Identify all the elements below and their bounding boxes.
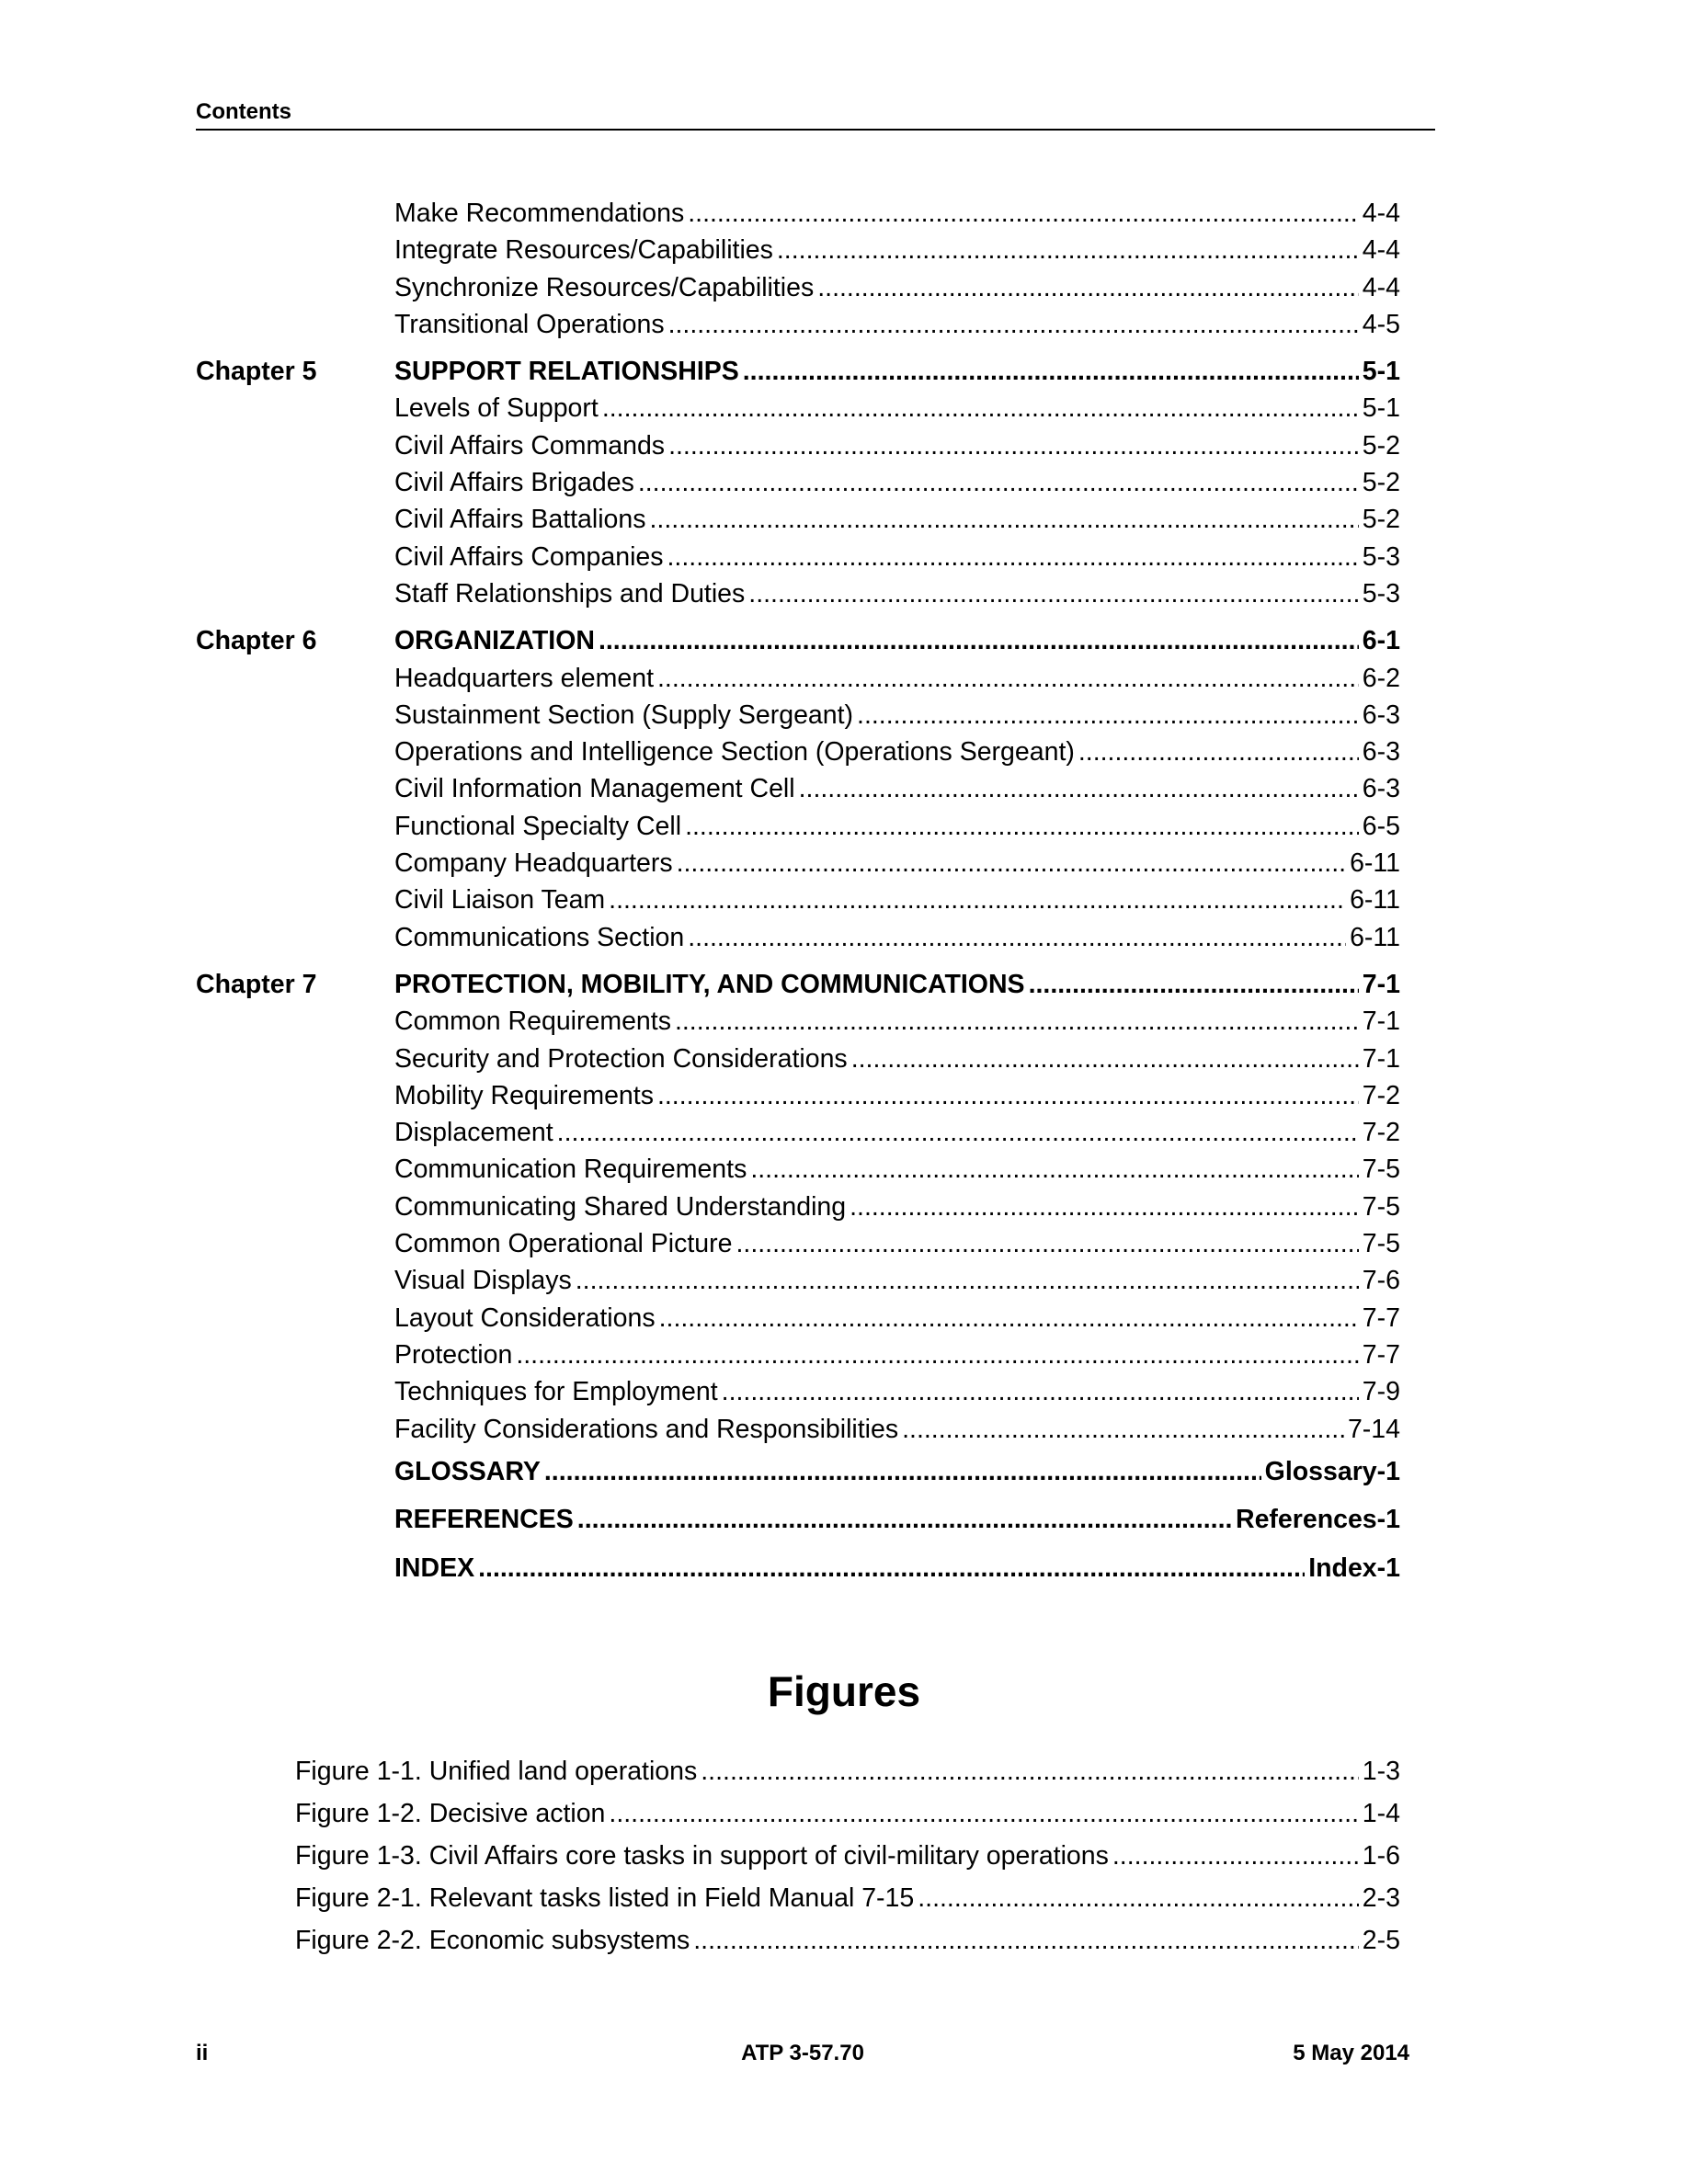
figure-page-number: 2-3 — [1362, 1883, 1400, 1913]
toc-page-number: 6-11 — [1350, 848, 1400, 879]
toc-entry-title: Headquarters element — [394, 663, 654, 693]
toc-entry[interactable] — [196, 1373, 1400, 1410]
toc-page-number: Glossary-1 — [1264, 1456, 1400, 1486]
table-of-contents — [196, 195, 1400, 1592]
toc-chapter-number: Chapter 6 — [196, 626, 317, 656]
page-header — [196, 96, 1435, 131]
figure-entry[interactable] — [295, 1835, 1400, 1877]
toc-dot-leader — [667, 539, 1359, 575]
figure-entry-title: Figure 1-2. Decisive action — [295, 1799, 606, 1828]
toc-page-number: 7-14 — [1347, 1414, 1400, 1444]
toc-page-number: 6-5 — [1362, 811, 1400, 841]
footer-document-id: ATP 3-57.70 — [741, 2041, 864, 2065]
toc-chapter-number: Chapter 7 — [196, 969, 317, 999]
toc-dot-leader — [743, 353, 1359, 390]
toc-entry[interactable] — [196, 1337, 1400, 1373]
toc-dot-leader — [1029, 966, 1359, 1003]
toc-entry-title: Common Operational Picture — [394, 1229, 733, 1259]
figure-entry-title: Figure 1-3. Civil Affairs core tasks in support of civil-military operations — [295, 1841, 1109, 1871]
figure-entry[interactable] — [295, 1877, 1400, 1919]
figure-page-number: 1-3 — [1362, 1757, 1400, 1786]
toc-page-number: 7-5 — [1362, 1155, 1400, 1185]
toc-entry[interactable] — [196, 1225, 1400, 1262]
toc-entry[interactable] — [196, 845, 1400, 882]
toc-entry[interactable] — [196, 390, 1400, 427]
toc-entry[interactable] — [196, 306, 1400, 343]
header-rule — [196, 129, 1435, 131]
toc-dot-leader — [857, 697, 1359, 734]
toc-page-number: 7-2 — [1362, 1080, 1400, 1110]
toc-dot-leader — [638, 464, 1359, 501]
toc-entry-title: Techniques for Employment — [394, 1377, 718, 1407]
toc-page-number: 7-1 — [1362, 969, 1400, 999]
toc-dot-leader — [688, 919, 1346, 956]
toc-page-number: 4-4 — [1362, 272, 1400, 302]
toc-page-number: 6-3 — [1362, 774, 1400, 804]
footer-page-number: ii — [196, 2041, 209, 2065]
toc-entry-title: Civil Liaison Team — [394, 885, 606, 916]
toc-entry[interactable] — [196, 232, 1400, 268]
toc-dot-leader — [659, 1300, 1359, 1337]
figure-dot-leader — [918, 1877, 1359, 1919]
toc-page-number: 7-1 — [1362, 1007, 1400, 1037]
figure-entry-title: Figure 2-2. Economic subsystems — [295, 1926, 690, 1955]
figure-entry-title: Figure 2-1. Relevant tasks listed in Field Manual 7-15 — [295, 1883, 915, 1913]
toc-entry-title: INDEX — [394, 1553, 475, 1583]
toc-dot-leader — [777, 232, 1359, 268]
toc-page-number: 5-2 — [1362, 430, 1400, 461]
figure-entry[interactable] — [295, 1919, 1400, 1962]
toc-entry-title: Company Headquarters — [394, 848, 673, 879]
toc-dot-leader — [602, 390, 1359, 427]
figure-page-number: 1-6 — [1362, 1841, 1400, 1871]
toc-dot-leader — [902, 1411, 1344, 1448]
toc-dot-leader — [599, 622, 1359, 659]
toc-page-number: 6-3 — [1362, 700, 1400, 730]
toc-entry[interactable] — [196, 697, 1400, 734]
toc-dot-leader — [650, 501, 1359, 538]
toc-entry-title: Make Recommendations — [394, 199, 685, 228]
toc-dot-leader — [851, 1041, 1359, 1077]
toc-entry[interactable] — [196, 195, 1400, 232]
toc-page-number: 5-3 — [1362, 541, 1400, 572]
toc-page-number: 5-2 — [1362, 505, 1400, 535]
toc-entry-title: Civil Information Management Cell — [394, 774, 795, 804]
toc-entry-title: Common Requirements — [394, 1007, 671, 1037]
figures-list — [295, 1750, 1400, 1962]
toc-backmatter-entry[interactable] — [196, 1496, 1400, 1544]
toc-entry[interactable] — [196, 1300, 1400, 1337]
toc-dot-leader — [677, 845, 1346, 882]
figure-entry-title: Figure 1-1. Unified land operations — [295, 1757, 698, 1786]
toc-page-number: 7-9 — [1362, 1377, 1400, 1407]
toc-dot-leader — [516, 1337, 1358, 1373]
toc-entry-title: Levels of Support — [394, 393, 599, 424]
toc-entry-title: Visual Displays — [394, 1266, 572, 1296]
toc-dot-leader — [688, 195, 1359, 232]
toc-page-number: 6-1 — [1362, 626, 1400, 656]
toc-dot-leader — [668, 427, 1359, 464]
toc-entry-title: Civil Affairs Commands — [394, 430, 666, 461]
toc-entry-title: Synchronize Resources/Capabilities — [394, 272, 815, 302]
toc-page-number: References-1 — [1235, 1505, 1400, 1535]
toc-entry[interactable] — [196, 1262, 1400, 1299]
toc-dot-leader — [609, 882, 1346, 918]
toc-entry-title: Protection — [394, 1339, 513, 1370]
figure-entry[interactable] — [295, 1750, 1400, 1792]
toc-entry-title: Civil Affairs Brigades — [394, 468, 634, 498]
toc-page-number: 6-11 — [1350, 922, 1400, 952]
toc-chapter-number: Chapter 5 — [196, 357, 317, 387]
figure-entry[interactable] — [295, 1792, 1400, 1835]
footer-date: 5 May 2014 — [1293, 2041, 1409, 2065]
toc-entry-title: Sustainment Section (Supply Sergeant) — [394, 700, 854, 730]
toc-entry-title: Mobility Requirements — [394, 1080, 654, 1110]
toc-entry-title: Integrate Resources/Capabilities — [394, 235, 773, 266]
toc-entry[interactable] — [196, 1411, 1400, 1448]
toc-page-number: 7-1 — [1362, 1043, 1400, 1074]
toc-dot-leader — [685, 808, 1359, 845]
toc-dot-leader — [577, 1496, 1232, 1543]
toc-entry-title: REFERENCES — [394, 1505, 574, 1535]
toc-page-number: 7-5 — [1362, 1229, 1400, 1259]
toc-page-number: 5-1 — [1362, 393, 1400, 424]
toc-dot-leader — [799, 770, 1359, 807]
toc-entry-title: Communication Requirements — [394, 1155, 747, 1185]
toc-page-number: 6-3 — [1362, 737, 1400, 768]
toc-dot-leader — [748, 575, 1359, 612]
toc-entry-title: SUPPORT RELATIONSHIPS — [394, 357, 739, 387]
figure-page-number: 2-5 — [1362, 1926, 1400, 1955]
toc-entry-title: Facility Considerations and Responsibilities — [394, 1414, 899, 1444]
toc-entry[interactable] — [196, 1114, 1400, 1151]
toc-dot-leader — [817, 269, 1359, 306]
toc-entry[interactable] — [196, 882, 1400, 918]
toc-entry-title: Layout Considerations — [394, 1302, 656, 1333]
figure-dot-leader — [701, 1750, 1359, 1792]
toc-page-number: 5-3 — [1362, 578, 1400, 609]
toc-entry[interactable] — [196, 919, 1400, 956]
toc-dot-leader — [544, 1448, 1261, 1496]
toc-dot-leader — [1078, 734, 1359, 770]
toc-dot-leader — [736, 1225, 1359, 1262]
toc-entry[interactable] — [196, 501, 1400, 538]
toc-dot-leader — [722, 1373, 1359, 1410]
toc-page-number: 5-1 — [1362, 357, 1400, 387]
toc-dot-leader — [576, 1262, 1359, 1299]
toc-entry[interactable] — [196, 1041, 1400, 1077]
toc-entry-title: Communications Section — [394, 922, 685, 952]
toc-entry[interactable] — [196, 808, 1400, 845]
toc-entry-title: Displacement — [394, 1118, 553, 1148]
toc-page-number: 7-7 — [1362, 1339, 1400, 1370]
toc-entry[interactable] — [196, 734, 1400, 770]
toc-backmatter-entry[interactable] — [196, 1448, 1400, 1496]
toc-entry-title: Civil Affairs Companies — [394, 541, 664, 572]
toc-entry[interactable] — [196, 427, 1400, 464]
toc-chapter-entry[interactable] — [196, 966, 1400, 1003]
toc-page-number: 4-4 — [1362, 199, 1400, 228]
toc-entry[interactable] — [196, 539, 1400, 575]
toc-entry[interactable] — [196, 660, 1400, 697]
toc-chapter-entry[interactable] — [196, 622, 1400, 659]
toc-entry-title: Security and Protection Considerations — [394, 1043, 848, 1074]
toc-entry-title: GLOSSARY — [394, 1456, 541, 1486]
toc-entry-title: PROTECTION, MOBILITY, AND COMMUNICATIONS — [394, 969, 1025, 999]
toc-dot-leader — [478, 1544, 1305, 1592]
figure-dot-leader — [693, 1919, 1359, 1962]
toc-entry[interactable] — [196, 1077, 1400, 1114]
toc-entry-title: ORGANIZATION — [394, 626, 595, 656]
toc-page-number: Index-1 — [1308, 1553, 1400, 1583]
toc-page-number: 7-5 — [1362, 1191, 1400, 1222]
figures-heading: Figures — [767, 1667, 921, 1715]
toc-chapter-entry[interactable] — [196, 353, 1400, 390]
toc-dot-leader — [668, 306, 1359, 343]
figure-dot-leader — [609, 1792, 1358, 1835]
toc-entry[interactable] — [196, 1189, 1400, 1225]
toc-entry[interactable] — [196, 575, 1400, 612]
toc-page-number: 5-2 — [1362, 468, 1400, 498]
toc-page-number: 7-7 — [1362, 1302, 1400, 1333]
toc-entry[interactable] — [196, 269, 1400, 306]
toc-entry-title: Civil Affairs Battalions — [394, 505, 646, 535]
toc-entry[interactable] — [196, 1151, 1400, 1188]
running-header-title: Contents — [196, 99, 291, 124]
toc-entry-title: Operations and Intelligence Section (Operations Sergeant) — [394, 737, 1075, 768]
toc-dot-leader — [557, 1114, 1359, 1151]
toc-page-number: 7-2 — [1362, 1118, 1400, 1148]
toc-entry[interactable] — [196, 464, 1400, 501]
toc-dot-leader — [657, 1077, 1359, 1114]
toc-backmatter-entry[interactable] — [196, 1544, 1400, 1593]
toc-entry-title: Functional Specialty Cell — [394, 811, 682, 841]
toc-entry-title: Staff Relationships and Duties — [394, 578, 746, 609]
toc-entries — [196, 195, 1400, 1592]
toc-dot-leader — [850, 1189, 1359, 1225]
toc-page-number: 6-11 — [1350, 885, 1400, 916]
toc-dot-leader — [675, 1003, 1359, 1040]
toc-entry-title: Communicating Shared Understanding — [394, 1191, 847, 1222]
toc-entry[interactable] — [196, 1003, 1400, 1040]
toc-dot-leader — [750, 1151, 1358, 1188]
toc-page-number: 6-2 — [1362, 663, 1400, 693]
page-footer — [196, 2037, 1409, 2070]
toc-page-number: 7-6 — [1362, 1266, 1400, 1296]
toc-entry[interactable] — [196, 770, 1400, 807]
toc-page-number: 4-4 — [1362, 235, 1400, 266]
toc-page-number: 4-5 — [1362, 309, 1400, 339]
figure-dot-leader — [1112, 1835, 1359, 1877]
toc-entry-title: Transitional Operations — [394, 309, 665, 339]
toc-dot-leader — [657, 660, 1359, 697]
figure-page-number: 1-4 — [1362, 1799, 1400, 1828]
